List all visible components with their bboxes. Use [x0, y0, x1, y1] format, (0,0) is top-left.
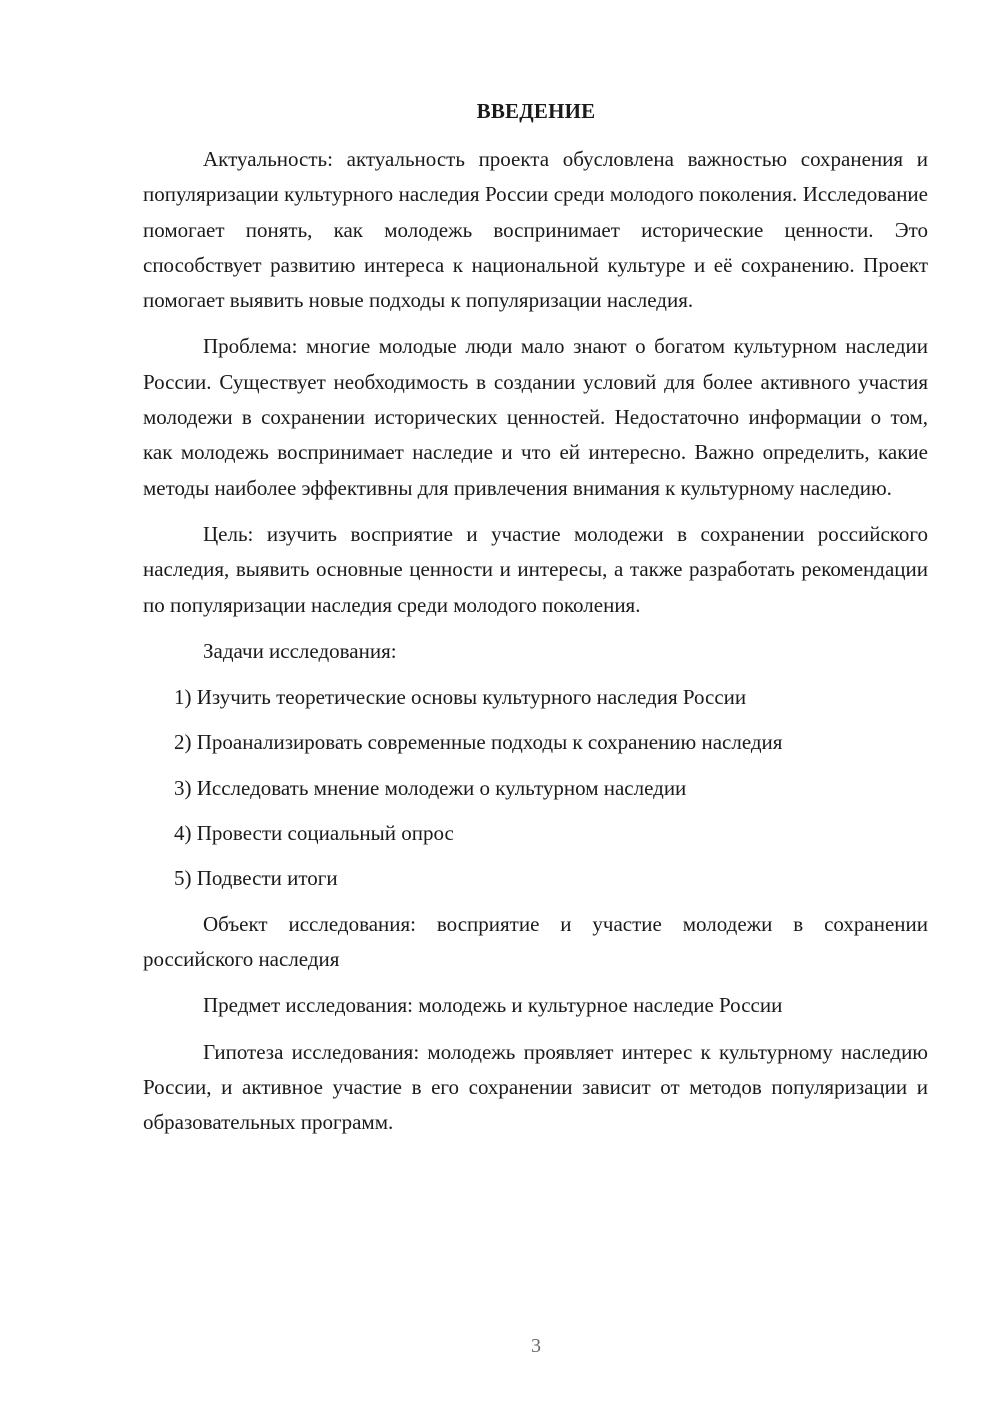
task-item: 4) Провести социальный опрос — [174, 821, 454, 846]
goal-paragraph: Цель: изучить восприятие и участие молодежи в сохранении российского наследия, выявить основные ценности и интересы, а также разработать рекомендации по популяризации наследия среди молодого поколения. — [143, 521, 928, 617]
tasks-list — [143, 680, 928, 896]
hypothesis-paragraph: Гипотеза исследования: молодежь проявляет интерес к культурному наследию России, и активное участие в его сохранении зависит от методов популяризации и образовательных программ. — [143, 1039, 928, 1135]
problem-paragraph: Проблема: многие молодые люди мало знают о богатом культурном наследии России. Существует необходимость в создании условий для более активного участия молодежи в сохранении исторических ценностей. Недостаточно информации о том, как молодежь воспринимает наследие и что ей интересно. Важно определить, какие методы наиболее эффективны для привлечения внимания к культурному наследию. — [143, 334, 928, 500]
subject-paragraph: Предмет исследования: молодежь и культурное наследие России — [203, 993, 783, 1018]
object-paragraph: Объект исследования: восприятие и участие молодежи в сохранении российского наследия — [143, 911, 928, 971]
task-item: 2) Проанализировать современные подходы к сохранению наследия — [174, 730, 783, 755]
page-number: 3 — [531, 1335, 541, 1357]
document-body — [143, 142, 928, 1151]
task-item: 1) Изучить теоретические основы культурного наследия России — [174, 685, 747, 710]
tasks-heading: Задачи исследования: — [203, 638, 397, 663]
task-item: 3) Исследовать мнение молодежи о культурном наследии — [174, 775, 687, 800]
relevance-paragraph: Актуальность: актуальность проекта обусловлена важностью сохранения и популяризации культурного наследия России среди молодого поколения. Исследование помогает понять, как молодежь воспринимает исторические ценности. Это способствует развитию интереса к национальной культуре и её сохранению. Проект помогает выявить новые подходы к популяризации наследия. — [143, 147, 928, 313]
page-title: ВВЕДЕНИЕ — [476, 99, 596, 123]
task-item: 5) Подвести итоги — [174, 866, 338, 891]
